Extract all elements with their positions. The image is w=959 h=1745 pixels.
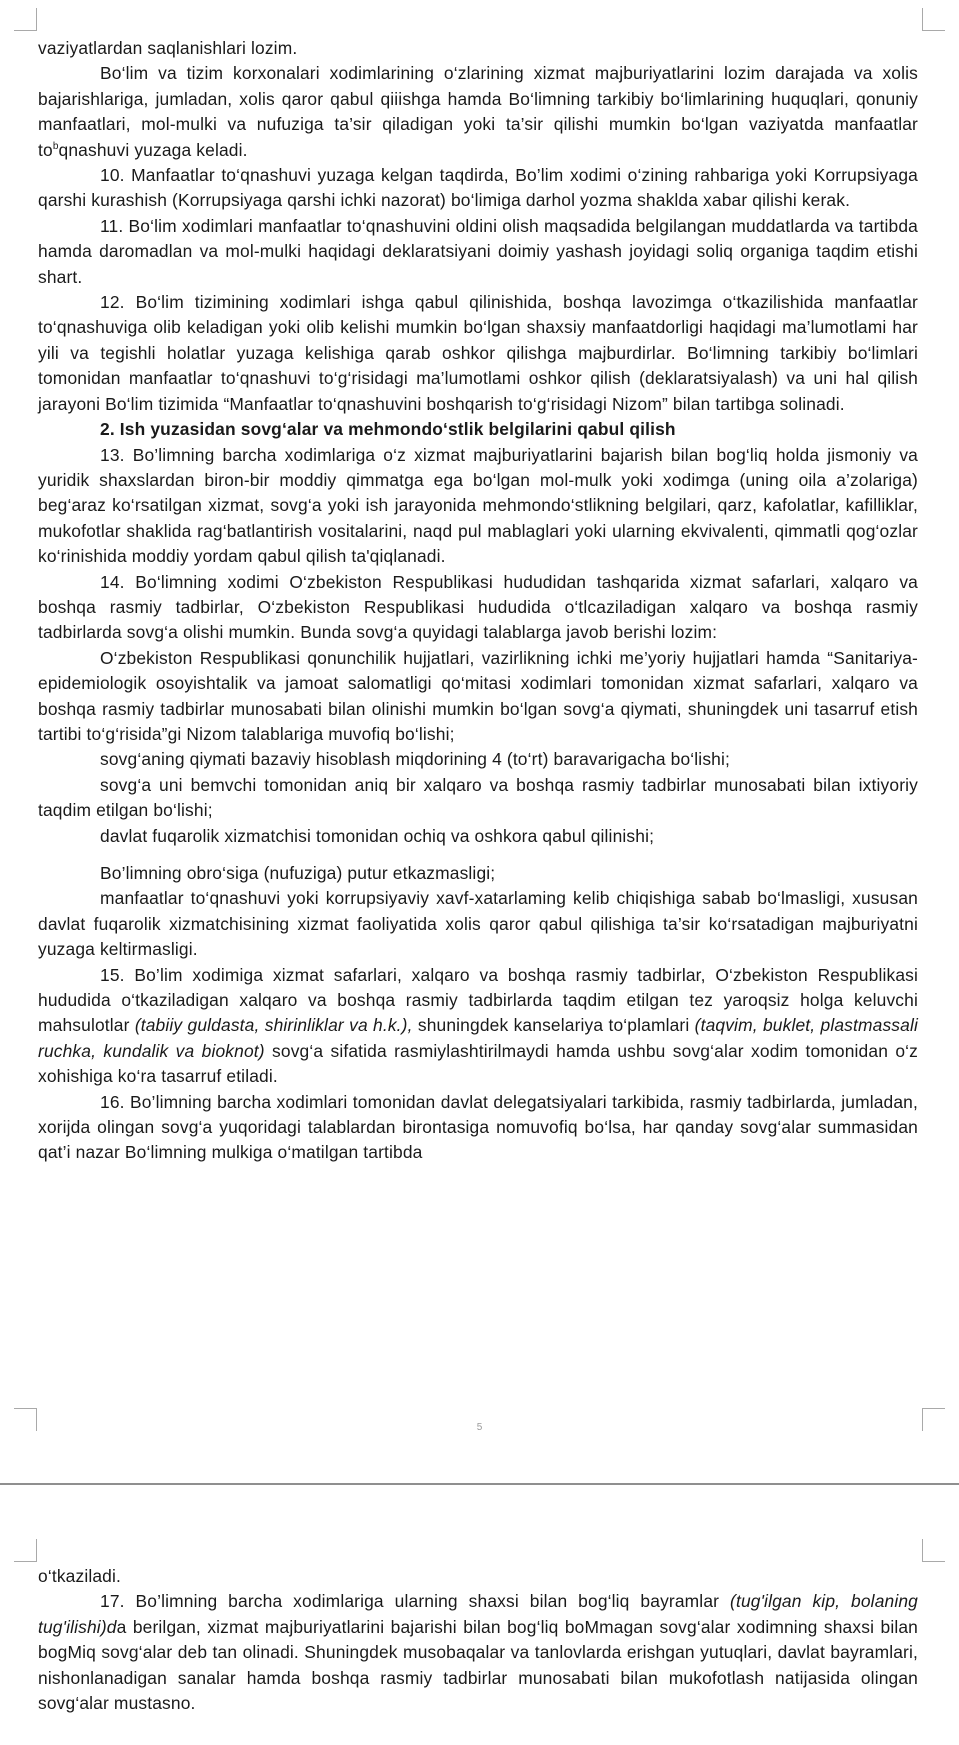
italic-text: (tug'ilgan kip, bolaning tug'ilishi)d xyxy=(38,1591,918,1637)
paragraph-text: a berilgan, xizmat majburiyatlarini bajarishi bilan bog‘liq boMmagan sovg‘alar xodimning shaxsi bilan bogMiq sovg‘alar deb tan olinadi. Shuningdek musobaqalar va tanlovlarda erishgan yutuqlari, davlat bayramlari, nishonlanadigan sanalar hamda boshqa rasmiy tadbirlar munosabati bilan mukofotlash natijasida olingan sovg‘alar mustasno. xyxy=(38,1616,918,1714)
paragraph-text: Bo‘lim va tizim korxonalari xodimlarining o‘zlarining xizmat majburiyatlarini lozim darajada va xolis bajarishlariga, jumladan, xolis qaror qabul qiiishga hamda Bo‘limning tarkibiy bo‘limlarining huquqlari, qonuniy manfaatlari, mol-mulki va nufuziga ta’sir qiladigan yoki ta’sir qilishi mumkin bo‘lgan vaziyatda manfaatlar to xyxy=(38,63,918,160)
paragraph-continuation: vaziyatlardan saqlanishlari lozim. xyxy=(38,38,298,58)
requirement-item: sovg‘aning qiymati bazaviy hisoblash miqdorining 4 (to‘rt) baravarigacha bo‘lishi; xyxy=(100,749,730,770)
paragraph-15 xyxy=(38,963,918,1090)
superscript-mark: b xyxy=(52,140,59,152)
page-corner-mark xyxy=(14,1539,37,1562)
page-body-text xyxy=(38,1564,918,1716)
paragraph-10: 10. Manfaatlar to‘qnashuvi yuzaga kelgan taqdirda, Bo’lim xodimi o‘zining rahbariga yoki Korrupsiyaga qarshi kurashish (Korrupsiyaga qarshi ichki nazorat) bo‘limiga darhol yozma shaklda xabar qilishi kerak. xyxy=(38,165,918,211)
requirement-item: O‘zbekiston Respublikasi qonunchilik hujjatlari, vazirlikning ichki me’yoriy hujjatlari hamda “Sanitariya-epidemiologik osoyishtalik va jamoat salomatligi qo‘mitasi xodimlari tomonidan xizmat safarlari, xalqaro va boshqa rasmiy tadbirlar munosabati bilan olinishi mumkin bo‘lgan sovg‘a qiymati, shuningdek uni tasarruf etish tartibi to‘g‘risida”gi Nizom talablariga muvofiq bo‘lishi; xyxy=(38,647,918,744)
paragraph-text: 15. Bo’lim xodimiga xizmat safarlari, xalqaro va boshqa rasmiy tadbirlar, O‘zbekiston Respublikasi hududida o‘tkaziladigan xalqaro va boshqa rasmiy tadbirlarda taqdim etilgan tez yaroqsiz holga keluvchi mahsulotlar xyxy=(38,964,918,1036)
paragraph-16: 16. Bo’limning barcha xodimlari tomonidan davlat delegatsiyalari tarkibida, rasmiy tadbirlarda, jumladan, xorijda olingan sovg‘a yuqoridagi talablardan birontasiga nomuvofiq bo‘lsa, har qanday sovg‘alar summasidan qat’i nazar Bo‘limning mulkiga o‘matilgan tartibda xyxy=(38,1091,918,1163)
page-body-text xyxy=(38,36,918,1166)
paragraph-text: 17. Bo’limning barcha xodimlariga ularning shaxsi bilan bog‘liq bayramlar xyxy=(100,1591,731,1612)
paragraph-11: 11. Bo‘lim xodimlari manfaatlar to‘qnashuvini oldini olish maqsadida belgilangan muddatlarda va tartibda hamda daromadlan va mol-mulki haqidagi deklaratsiyani doimiy yashash joyidagi soliq organiga taqdim etishi shart. xyxy=(38,215,918,287)
paragraph-17 xyxy=(38,1589,918,1716)
paragraph-text: shuningdek kanselariya to‘plamlari xyxy=(412,1015,695,1036)
italic-text: (tabiiy guldasta, shirinliklar va h.k.), xyxy=(134,1015,413,1036)
page-corner-mark xyxy=(14,8,37,31)
page-corner-mark xyxy=(922,1539,945,1562)
section-heading-2: 2. Ish yuzasidan sovg‘alar va mehmondo‘stlik belgilarini qabul qilish xyxy=(100,419,676,440)
requirement-item: sovg‘a uni bemvchi tomonidan aniq bir xalqaro va boshqa rasmiy tadbirlar munosabati bilan ixtiyoriy taqdim etilgan bo‘lishi; xyxy=(38,774,918,821)
page-corner-mark xyxy=(922,8,945,31)
page-divider xyxy=(0,1483,959,1485)
requirement-item: davlat fuqarolik xizmatchisi tomonidan ochiq va oshkora qabul qilinishi; xyxy=(100,825,655,846)
italic-text: (taqvim, buklet, plastmassali ruchka, kundalik va bioknot) xyxy=(38,1015,918,1061)
paragraph-continuation: o‘tkaziladi. xyxy=(38,1566,121,1586)
paragraph-text: sovg‘a sifatida rasmiylashtirilmaydi hamda ushbu sovg‘alar xodim tomonidan o‘z xohishiga ko‘ra tasarruf etiladi. xyxy=(38,1040,919,1087)
paragraph-13: 13. Bo’limning barcha xodimlariga o‘z xizmat majburiyatlarini bajarish bilan bog‘liq holda jismoniy va yuridik shaxslardan biron-bir moddiy qimmatga ega bo‘lgan mol-mulk yoki xodimga (uning oila a’zolariga) beg‘araz ko‘rsatilgan xizmat, sovg‘a yoki ish jarayonida mehmondo‘stlikning belgilari, qarz, kafolatlar, kafilliklar, mukofotlar shaklida rag‘batlantirish vositalarini, naqd pul mablaglari yoki ularning ekvivalenti, qimmatli qog‘ozlar ko‘rinishida moddiy yordam qabul qilish ta'qiqlanadi. xyxy=(38,444,918,567)
requirement-item: manfaatlar to‘qnashuvi yoki korrupsiyaviy xavf-xatarlaming kelib chiqishiga sabab bo‘lmasligi, xususan davlat fuqarolik xizmatchisining xizmat faoliyatida xolis qaror qabul qilishiga ta’sir ko‘rsatadigan majburiyatni yuzaga keltirmasligi. xyxy=(38,888,918,960)
page-number: 5 xyxy=(476,1422,483,1433)
requirement-item: Bo’limning obro‘siga (nufuziga) putur etkazmasligi; xyxy=(100,863,496,883)
paragraph-text: qnashuvi yuzaga keladi. xyxy=(58,139,248,160)
paragraph-14: 14. Bo‘limning xodimi O‘zbekiston Respublikasi hududidan tashqarida xizmat safarlari, xalqaro va boshqa rasmiy tadbirlar, O‘zbekiston Respublikasi hududida o‘tlcaziladigan xalqaro va boshqa rasmiy tadbirlarda sovg‘a olishi mumkin. Bunda sovg‘a quyidagi talablarga javob berishi lozim: xyxy=(38,571,918,643)
document-page-6 xyxy=(0,1487,959,1745)
paragraph-conflict-definition xyxy=(38,61,918,163)
paragraph-12: 12. Bo‘lim tizimining xodimlari ishga qabul qilinishida, boshqa lavozimga o‘tkazilishida manfaatlar to‘qnashuviga olib keladigan yoki olib kelishi mumkin bo‘lgan shaxsiy manfaatdorligi haqidagi ma’lumotlami har yili va tegishli holatlar yuzaga kelishiga qarab oshkor qilishga majburdirlar. Bo‘limning tarkibiy bo‘limlari tomonidan manfaatlar to‘qnashuvi to‘g‘risidagi ma’lumotlami oshkor qilish (deklaratsiyalash) va uni hal qilish jarayoni Bo‘lim tizimida “Manfaatlar to‘qnashuvini boshqarish to‘g‘risidagi Nizom” bilan tartibga solinadi. xyxy=(38,292,918,414)
